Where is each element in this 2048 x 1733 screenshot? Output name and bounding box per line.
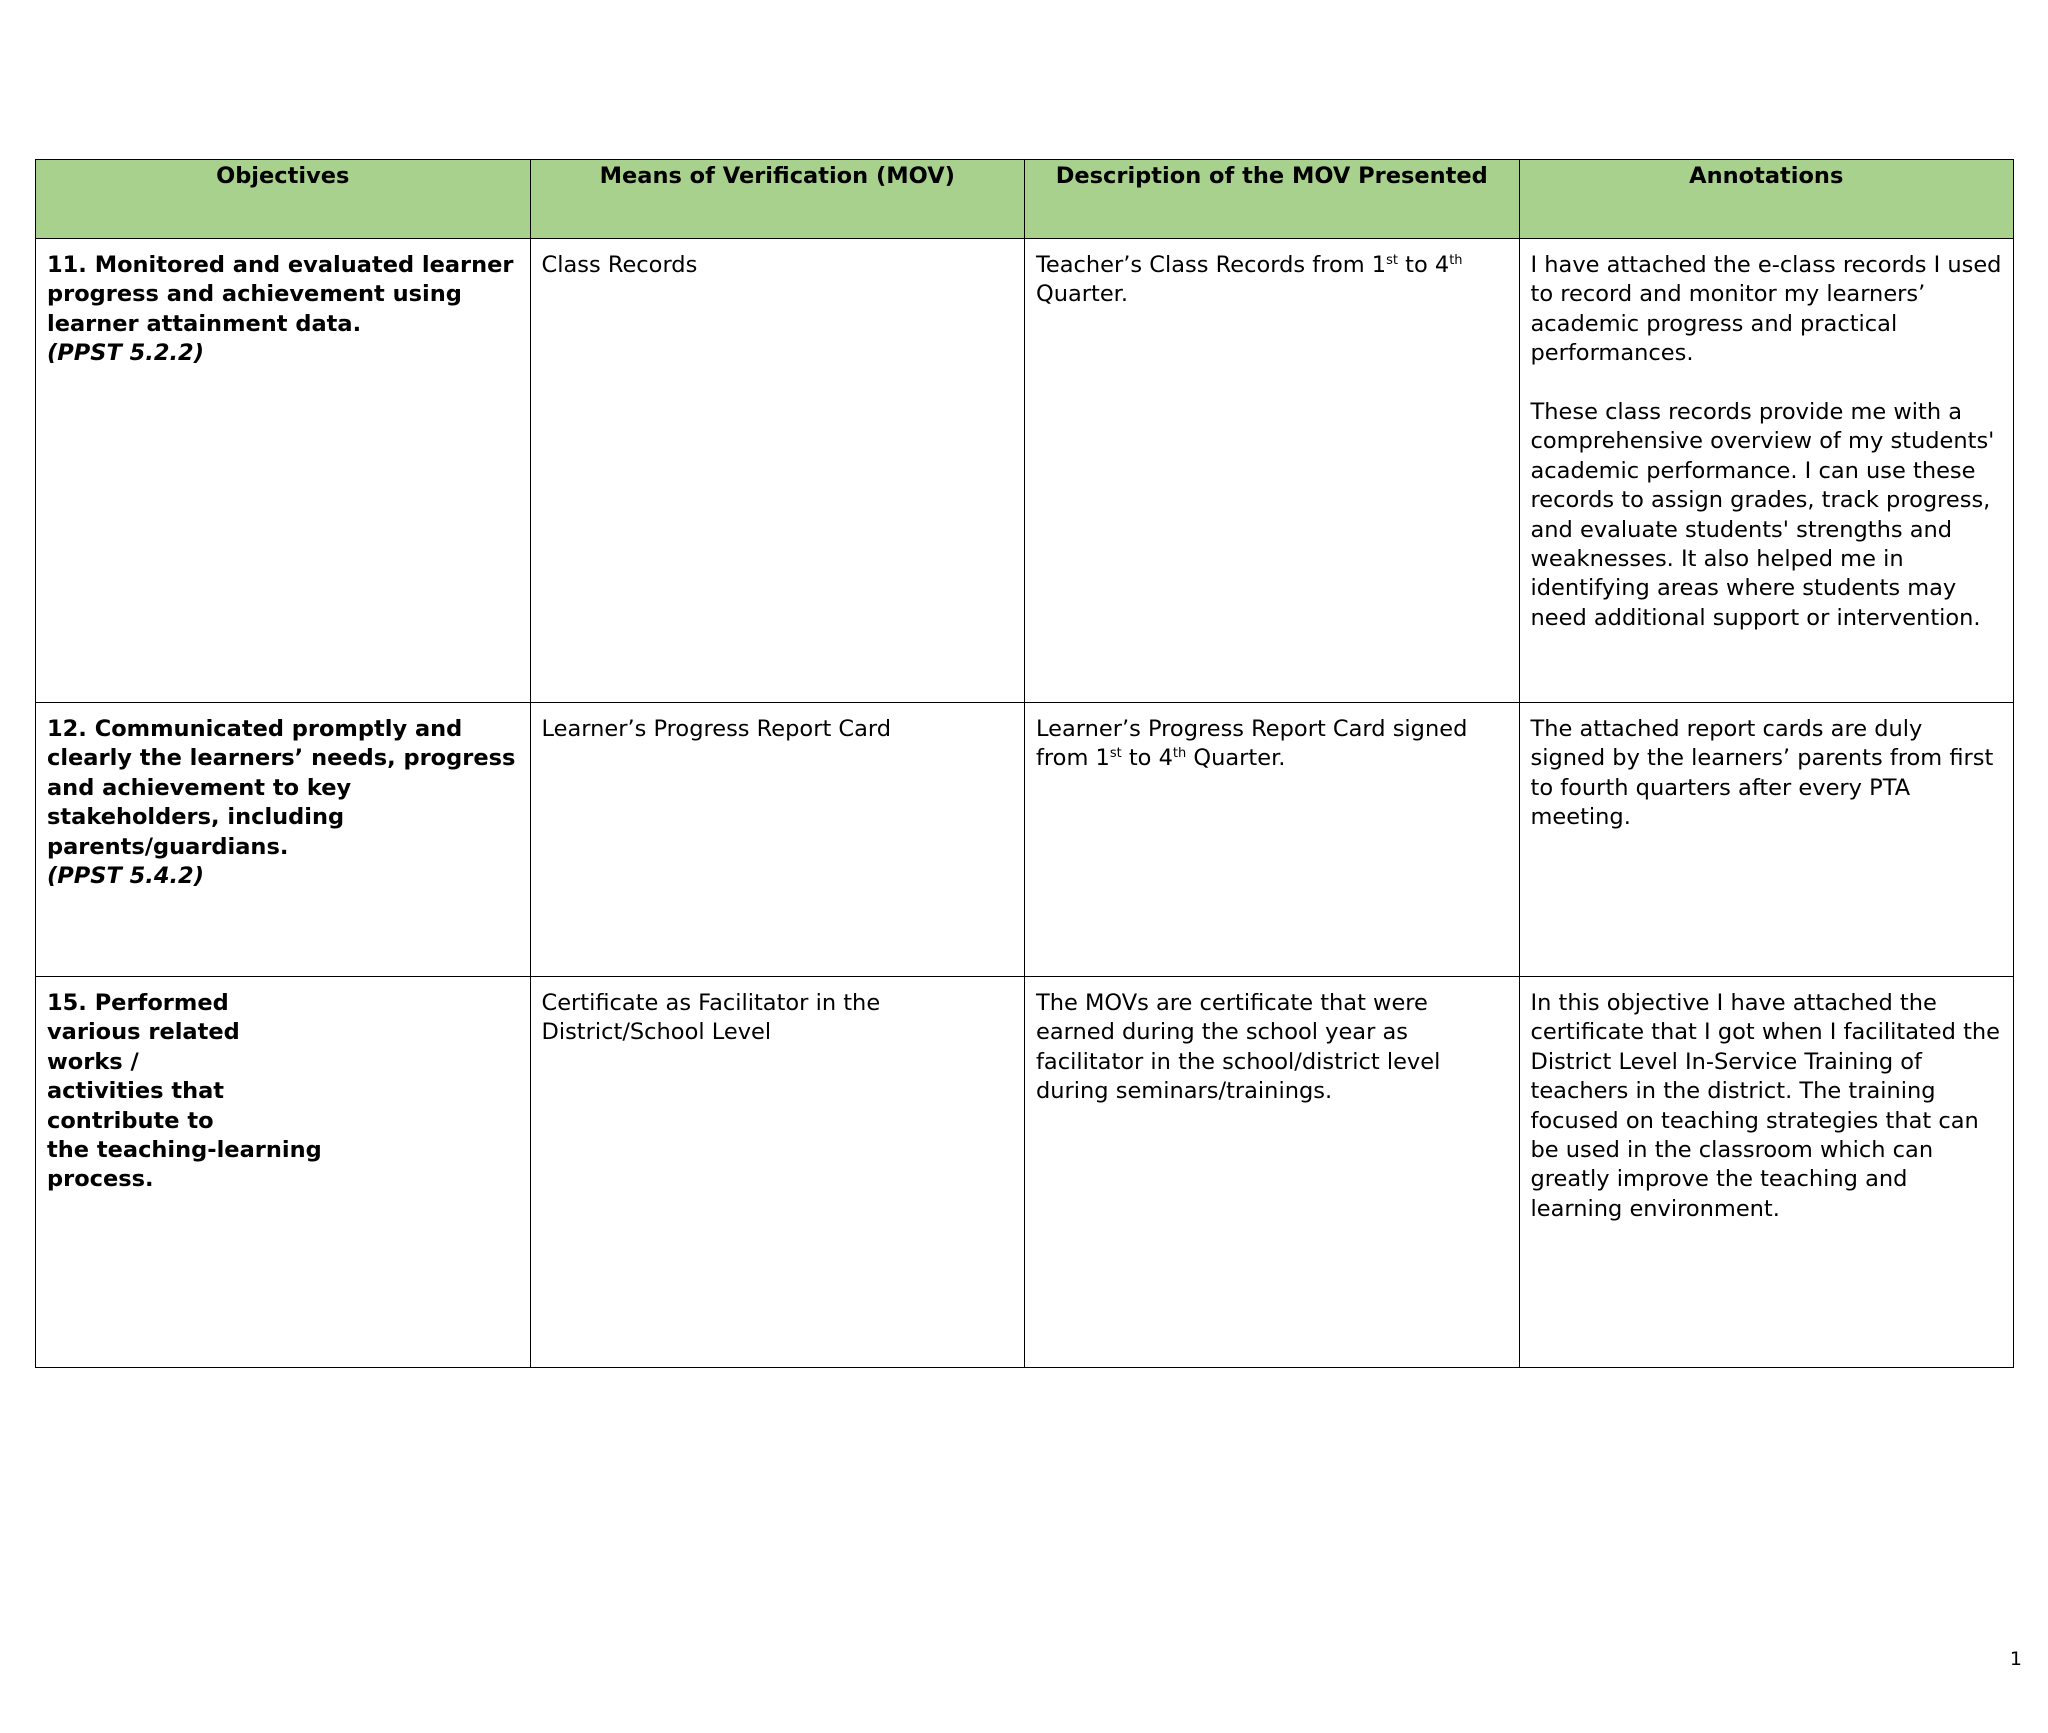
- table-row: [36, 703, 2014, 977]
- annotations-cell: [1519, 977, 2014, 1368]
- mov-table: [35, 159, 2014, 1368]
- mov-cell: [530, 239, 1025, 703]
- table-row: [36, 239, 2014, 703]
- annotation-paragraph: In this objective I have attached the certificate that I got when I facilitated the District Level In-Service Training of teachers in the district. The training focused on teaching strategies that can be used in the classroom which can greatly improve the teaching and learning environment.: [1530, 990, 2001, 1222]
- objective-text: 12. Communicated promptly and clearly the learners’ needs, progress and achievement to key stakeholders, including parents/guardians.: [47, 716, 516, 860]
- header-mov: Means of Verification (MOV): [530, 160, 1025, 239]
- description-cell: [1025, 703, 1520, 977]
- mov-cell: [530, 703, 1025, 977]
- objective-code: (PPST 5.4.2): [47, 863, 204, 890]
- annotations-cell: [1519, 703, 2014, 977]
- mov-text: Certificate as Facilitator in the District/School Level: [541, 990, 881, 1046]
- mov-cell: [530, 977, 1025, 1368]
- page-number: 1: [2009, 1648, 2022, 1670]
- header-description: Description of the MOV Presented: [1025, 160, 1520, 239]
- objective-cell: [36, 977, 531, 1368]
- objective-code: (PPST 5.2.2): [47, 340, 204, 367]
- objective-cell: [36, 239, 531, 703]
- mov-text: Learner’s Progress Report Card: [541, 716, 892, 742]
- description-cell: [1025, 239, 1520, 703]
- annotation-paragraph: I have attached the e-class records I used to record and monitor my learners’ academic progress and practical performances.: [1530, 252, 2002, 367]
- annotation-paragraph: The attached report cards are duly signed by the learners’ parents from first to fourth quarters after every PTA meeting.: [1530, 716, 1994, 831]
- objective-cell: [36, 703, 531, 977]
- objective-text: 11. Monitored and evaluated learner progress and achievement using learner attainment data.: [47, 252, 514, 337]
- table-header-row: [36, 160, 2014, 239]
- description-text: Teacher’s Class Records from 1st to 4th Quarter.: [1036, 252, 1463, 308]
- annotation-paragraph: These class records provide me with a comprehensive overview of my students' academic performance. I can use these records to assign grades, track progress, and evaluate students' strengths and weaknesses. It also helped me in identifying areas where students may need additional support or intervention.: [1530, 399, 1995, 631]
- description-text: The MOVs are certificate that were earned during the school year as facilitator in the school/district level during seminars/trainings.: [1036, 990, 1441, 1105]
- description-text: Learner’s Progress Report Card signed from 1st to 4th Quarter.: [1036, 716, 1468, 772]
- description-cell: [1025, 977, 1520, 1368]
- header-annotations: Annotations: [1519, 160, 2014, 239]
- objective-text: 15. Performed various related works / activities that contribute to the teaching-learning process.: [47, 990, 322, 1193]
- mov-text: Class Records: [541, 252, 698, 278]
- header-objectives: Objectives: [36, 160, 531, 239]
- table-row: [36, 977, 2014, 1368]
- annotations-cell: [1519, 239, 2014, 703]
